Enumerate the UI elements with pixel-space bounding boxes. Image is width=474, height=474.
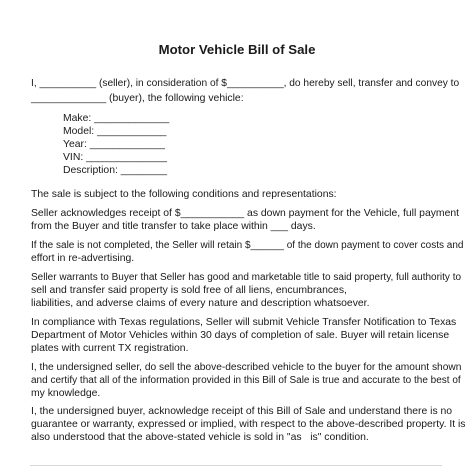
paragraph-line: plates with current TX registration. bbox=[31, 343, 189, 354]
vehicle-field-model: Model: ____________ bbox=[63, 126, 167, 137]
paragraph-line: I, the undersigned seller, do sell the above-described vehicle to the buyer for the amount shown bbox=[31, 362, 462, 373]
paragraph-line: guarantee or warranty, expressed or implied, with respect to the above-described property. It is bbox=[31, 419, 466, 430]
paragraph-line: Department of Motor Vehicles within 30 days of completion of sale. Buyer will retain license bbox=[31, 330, 450, 341]
paragraph-line: my knowledge. bbox=[31, 388, 101, 399]
vehicle-field-vin: VIN: ______________ bbox=[63, 152, 167, 163]
paragraph-line: I, the undersigned buyer, acknowledge receipt of this Bill of Sale and understand there is no bbox=[31, 406, 453, 417]
footer-divider bbox=[30, 465, 442, 466]
paragraph-line: Seller acknowledges receipt of $___________ as down payment for the Vehicle, full payment bbox=[31, 208, 460, 219]
paragraph-line: from the Buyer and title transfer to take place within ___ days. bbox=[31, 221, 316, 232]
paragraph-line: sell and transfer said property is sold free of all liens, encumbrances, bbox=[31, 285, 347, 296]
paragraph-line: Seller warrants to Buyer that Seller has good and marketable title to said property, full authority to bbox=[31, 272, 462, 283]
paragraph-line: and certify that all of the information provided in this Bill of Sale is true and accurate to the best of bbox=[31, 375, 461, 386]
intro-line: I, __________ (seller), in consideration of $__________, do hereby sell, transfer and convey to bbox=[31, 78, 460, 89]
paragraph-line: In compliance with Texas regulations, Seller will submit Vehicle Transfer Notification to Texas bbox=[31, 317, 457, 328]
intro-line: _____________ (buyer), the following vehicle: bbox=[31, 93, 244, 104]
vehicle-field-description: Description: ________ bbox=[63, 165, 167, 176]
vehicle-field-year: Year: _____________ bbox=[63, 139, 165, 150]
vehicle-field-make: Make: _____________ bbox=[63, 113, 170, 124]
document-title: Motor Vehicle Bill of Sale bbox=[158, 42, 316, 57]
paragraph-line: liabilities, and adverse claims of every nature and description whatsoever. bbox=[31, 298, 370, 309]
conditions-intro: The sale is subject to the following conditions and representations: bbox=[31, 189, 337, 200]
paragraph-line: effort in re-advertising. bbox=[31, 253, 135, 264]
paragraph-line: also understood that the above-stated vehicle is sold in "as is" condition. bbox=[31, 432, 369, 443]
paragraph-line: If the sale is not completed, the Seller will retain $______ of the down payment to cover costs and bbox=[31, 240, 464, 251]
